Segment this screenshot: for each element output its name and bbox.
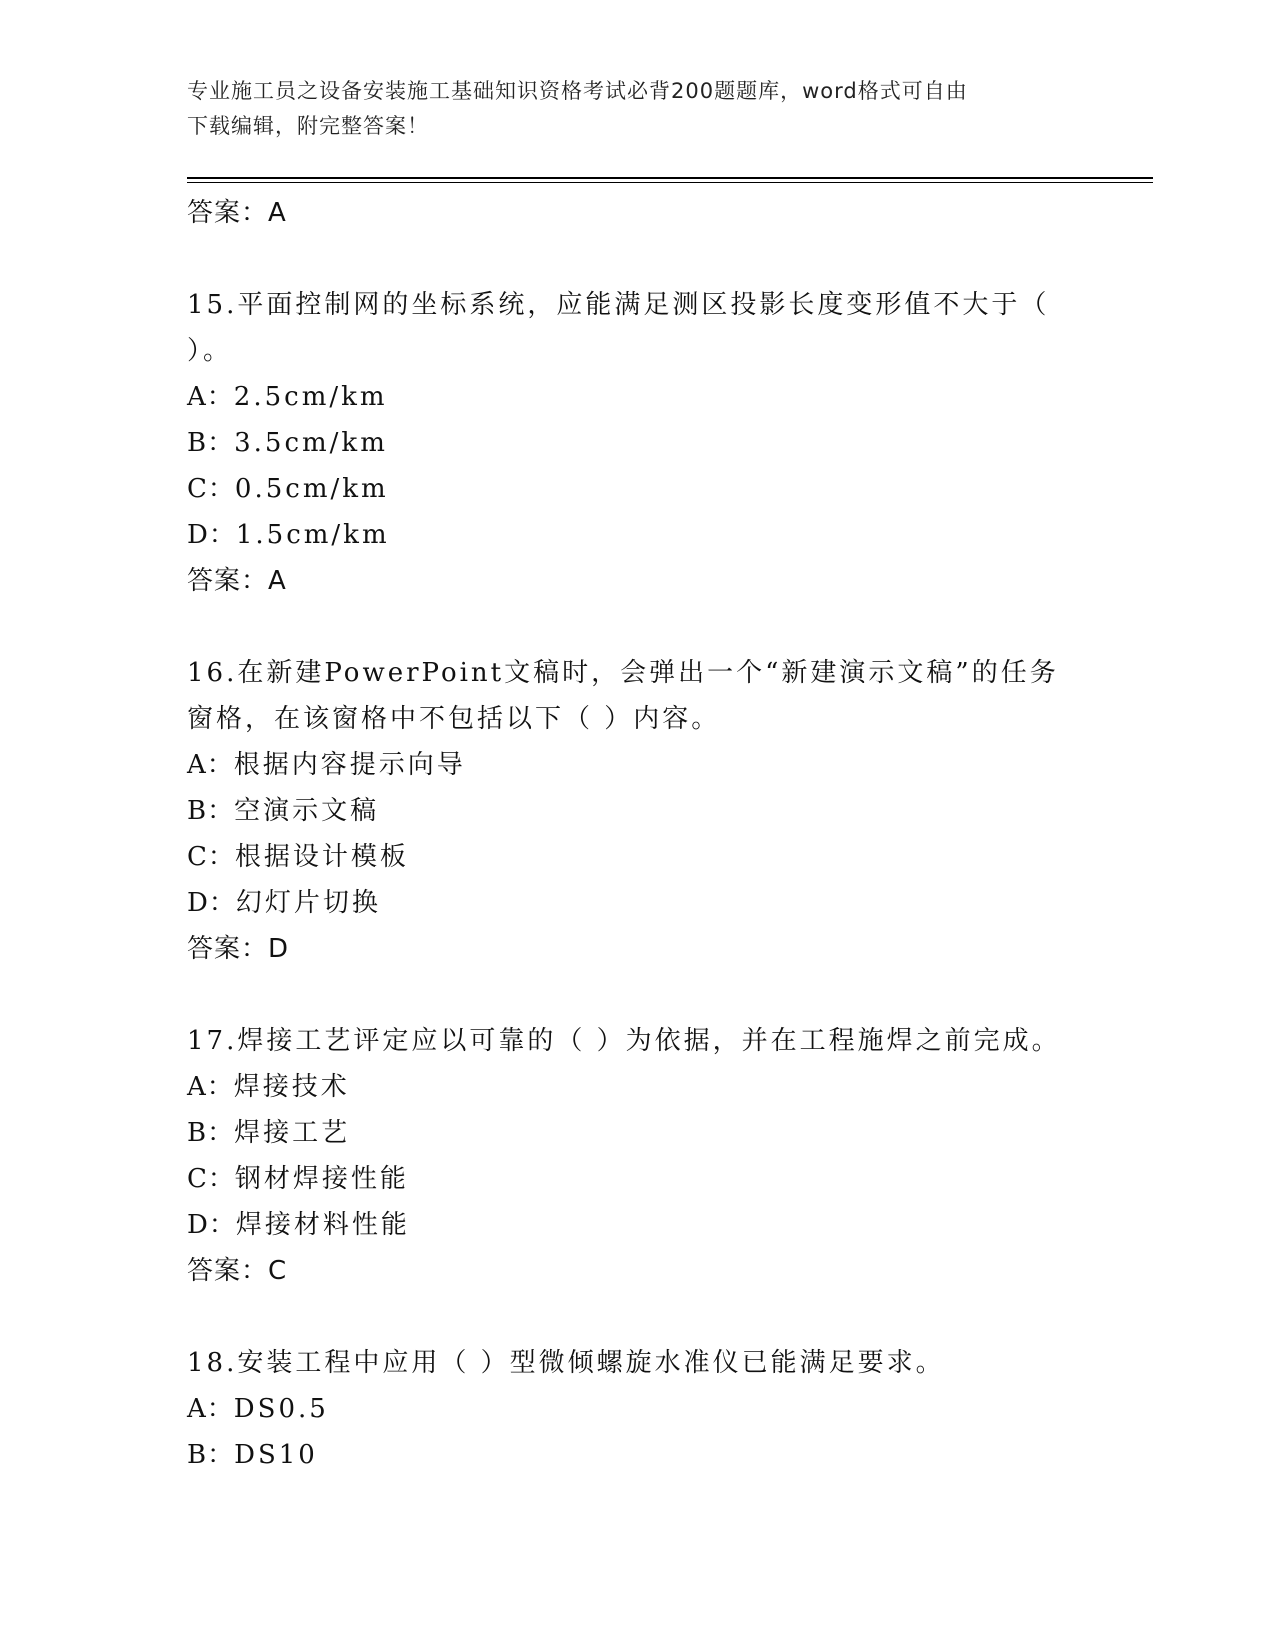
option-b [187,420,1087,466]
option-label: A： [187,382,234,412]
option-text: 1.5cm/km [235,520,390,550]
option-a [187,374,1087,420]
option-c [187,1156,1087,1202]
document-header [187,74,1067,144]
option-text: 0.5cm/km [234,474,389,504]
question-stem-line: 15.平面控制网的坐标系统，应能满足测区投影长度变形值不大于（ [187,290,1050,320]
option-b [187,1110,1087,1156]
option-label: C： [187,1164,235,1194]
answer: 答案：C [187,1256,288,1286]
spacer [187,1294,1087,1340]
option-a [187,742,1087,788]
header-title-line-1: 专业施工员之设备安装施工基础知识资格考试必背200题题库，word格式可自由 [187,79,968,103]
question-stem-line: 17.焊接工艺评定应以可靠的（ ）为依据，并在工程施焊之前完成。 [187,1026,1061,1056]
option-text: 焊接工艺 [234,1118,351,1148]
question-stem-line: 16.在新建PowerPoint文稿时，会弹出一个“新建演示文稿”的任务 [187,658,1059,688]
header-rule-thick [187,177,1153,179]
option-text: 根据内容提示向导 [233,750,466,780]
option-label: B： [187,1440,235,1470]
option-text: 钢材焊接性能 [234,1164,409,1194]
option-text: 焊接材料性能 [235,1210,410,1240]
option-d [187,880,1087,926]
question-stem [187,650,1087,742]
option-a [187,1064,1087,1110]
header-title-line-2: 下载编辑，附完整答案！ [187,114,429,138]
option-text: 2.5cm/km [233,382,388,412]
option-c [187,466,1087,512]
option-text: 根据设计模板 [234,842,409,872]
header-rule-thin [187,182,1153,183]
question-17 [187,1018,1087,1294]
option-label: D： [187,1210,236,1240]
option-d [187,512,1087,558]
option-label: A： [187,1394,234,1424]
option-a [187,1386,1087,1432]
question-18 [187,1340,1087,1478]
question-stem [187,282,1087,374]
question-stem [187,1018,1087,1064]
option-label: C： [187,842,235,872]
option-b [187,788,1087,834]
option-label: A： [187,750,234,780]
option-label: C： [187,474,235,504]
question-stem-line: ）。 [187,336,233,366]
prev-answer: 答案：A [187,198,287,228]
answer: 答案：D [187,934,290,964]
option-c [187,834,1087,880]
question-stem [187,1340,1087,1386]
option-label: A： [187,1072,234,1102]
document-body [187,190,1087,1478]
question-stem-line: 18.安装工程中应用（ ）型微倾螺旋水准仪已能满足要求。 [187,1348,945,1378]
option-text: 幻灯片切换 [235,888,381,918]
option-text: 焊接技术 [233,1072,350,1102]
option-text: 空演示文稿 [234,796,380,826]
option-text: DS10 [234,1440,318,1470]
spacer [187,236,1087,282]
spacer [187,604,1087,650]
option-label: D： [187,520,236,550]
option-text: 3.5cm/km [234,428,388,458]
question-16 [187,650,1087,972]
answer: 答案：A [187,566,287,596]
option-label: B： [187,428,235,458]
option-d [187,1202,1087,1248]
question-stem-line: 窗格，在该窗格中不包括以下（ ）内容。 [187,704,721,734]
option-label: B： [187,1118,235,1148]
option-text: DS0.5 [233,1394,329,1424]
option-label: B： [187,796,235,826]
spacer [187,972,1087,1018]
question-15 [187,282,1087,604]
option-b [187,1432,1087,1478]
option-label: D： [187,888,236,918]
